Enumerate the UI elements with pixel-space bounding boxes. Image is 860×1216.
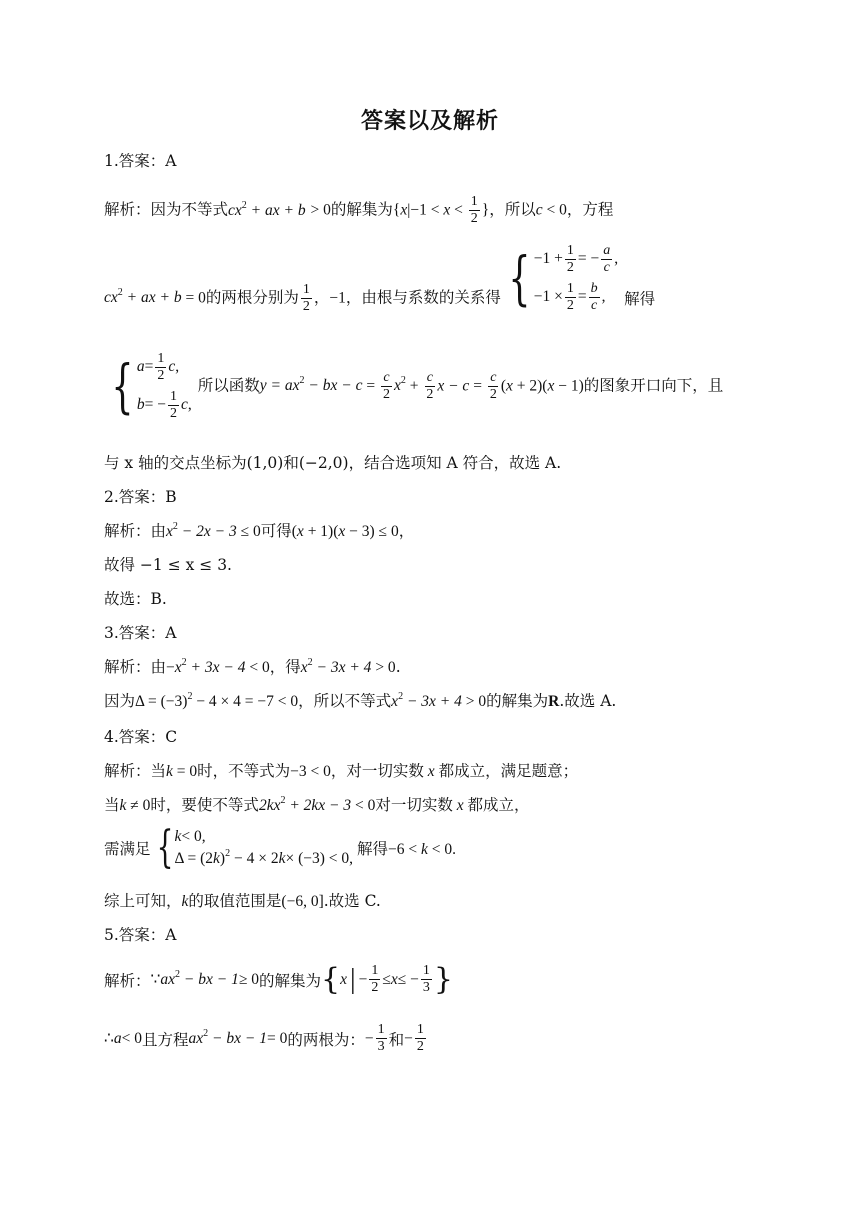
- q1-answer: 1.答案：A: [104, 152, 177, 170]
- q3-line1: 解析：由$-x^2 + 3x - 4 < 0$，得$x^2 - 3x + 4 > 0$.: [104, 657, 401, 676]
- q2-line3: 故选：B.: [104, 590, 167, 608]
- q5-answer: 5.答案：A: [104, 926, 177, 944]
- q1-line3: { a = $\frac{1}{2}$ c , b = − $\frac{1}{2}$ c , 所以函数$y = ax^2$ − bx − c = $\frac{c}{2}$ $x^2$ + $\frac{c}{2}$ x − c = $\frac{c}{2}$ (x + 2)(x − 1)的图象开口向下，且: [111, 350, 724, 421]
- q4-answer: 4.答案：C: [104, 728, 178, 746]
- q2-line1: 解析：由$x^2 - 2x - 3 \le 0$可得(x + 1)(x − 3) ≤ 0，: [104, 521, 415, 540]
- q3-line2: 因为$\Delta = (-3)^2 - 4 \times 4 = -7 < 0$，所以不等式$x^2 - 3x + 4 > 0$的解集为R.故选 A.: [104, 691, 617, 710]
- q2-answer: 2.答案：B: [104, 488, 177, 506]
- q3-answer: 3.答案：A: [104, 624, 177, 642]
- q1-line2: $cx^2$ + ax + b = 0的两根分别为 $\frac{1}{2}$ ，−1，由根与系数的关系得 { −1 + $\frac{1}{2}$ = − $\frac{a}{c}$ , −1 × $\frac{1}{2}$ = $\frac{b}{c}$ , 解得: [104, 242, 656, 314]
- page-title: 答案以及解析: [360, 109, 499, 134]
- q1-line4: 与 x 轴的交点坐标为(1,0)和(−2,0)，结合选项知 A 符合，故选 A.: [104, 454, 562, 472]
- q4-line1: 解析：当k = 0时，不等式为−3 < 0，对一切实数 x 都成立，满足题意；: [104, 762, 579, 780]
- q4-line4: 综上可知，k的取值范围是(−6, 0].故选 C.: [104, 892, 381, 910]
- q4-line3: 需满足 { k < 0, Δ = (2 k )$^2$ − 4 × 2 k × (−3) < 0, 解得−6 < k < 0.: [104, 822, 457, 873]
- q1-line1: 解析：因为不等式$cx^2$ + ax + b > 0的解集为{x|−1 < x < $\frac{1}{2}$ }，所以c < 0，方程: [104, 194, 614, 226]
- q4-line2: 当k ≠ 0时，要使不等式$2kx^2 + 2kx - 3 < 0$对一切实数 x 都成立，: [104, 795, 530, 814]
- q5-line2: ∴ a < 0 且方程 $ax^2$ − bx − 1 = 0 的两根为： − $\frac{1}{3}$ 和 − $\frac{1}{2}$: [104, 1022, 424, 1054]
- q5-line1: 解析： ∵ $ax^2$ − bx − 1 ≥ 0 的解集为 { x | − $\frac{1}{2}$ ≤ x ≤ − $\frac{1}{3}$ }: [104, 962, 453, 997]
- q2-line2: 故得 −1 ≤ x ≤ 3.: [104, 556, 232, 574]
